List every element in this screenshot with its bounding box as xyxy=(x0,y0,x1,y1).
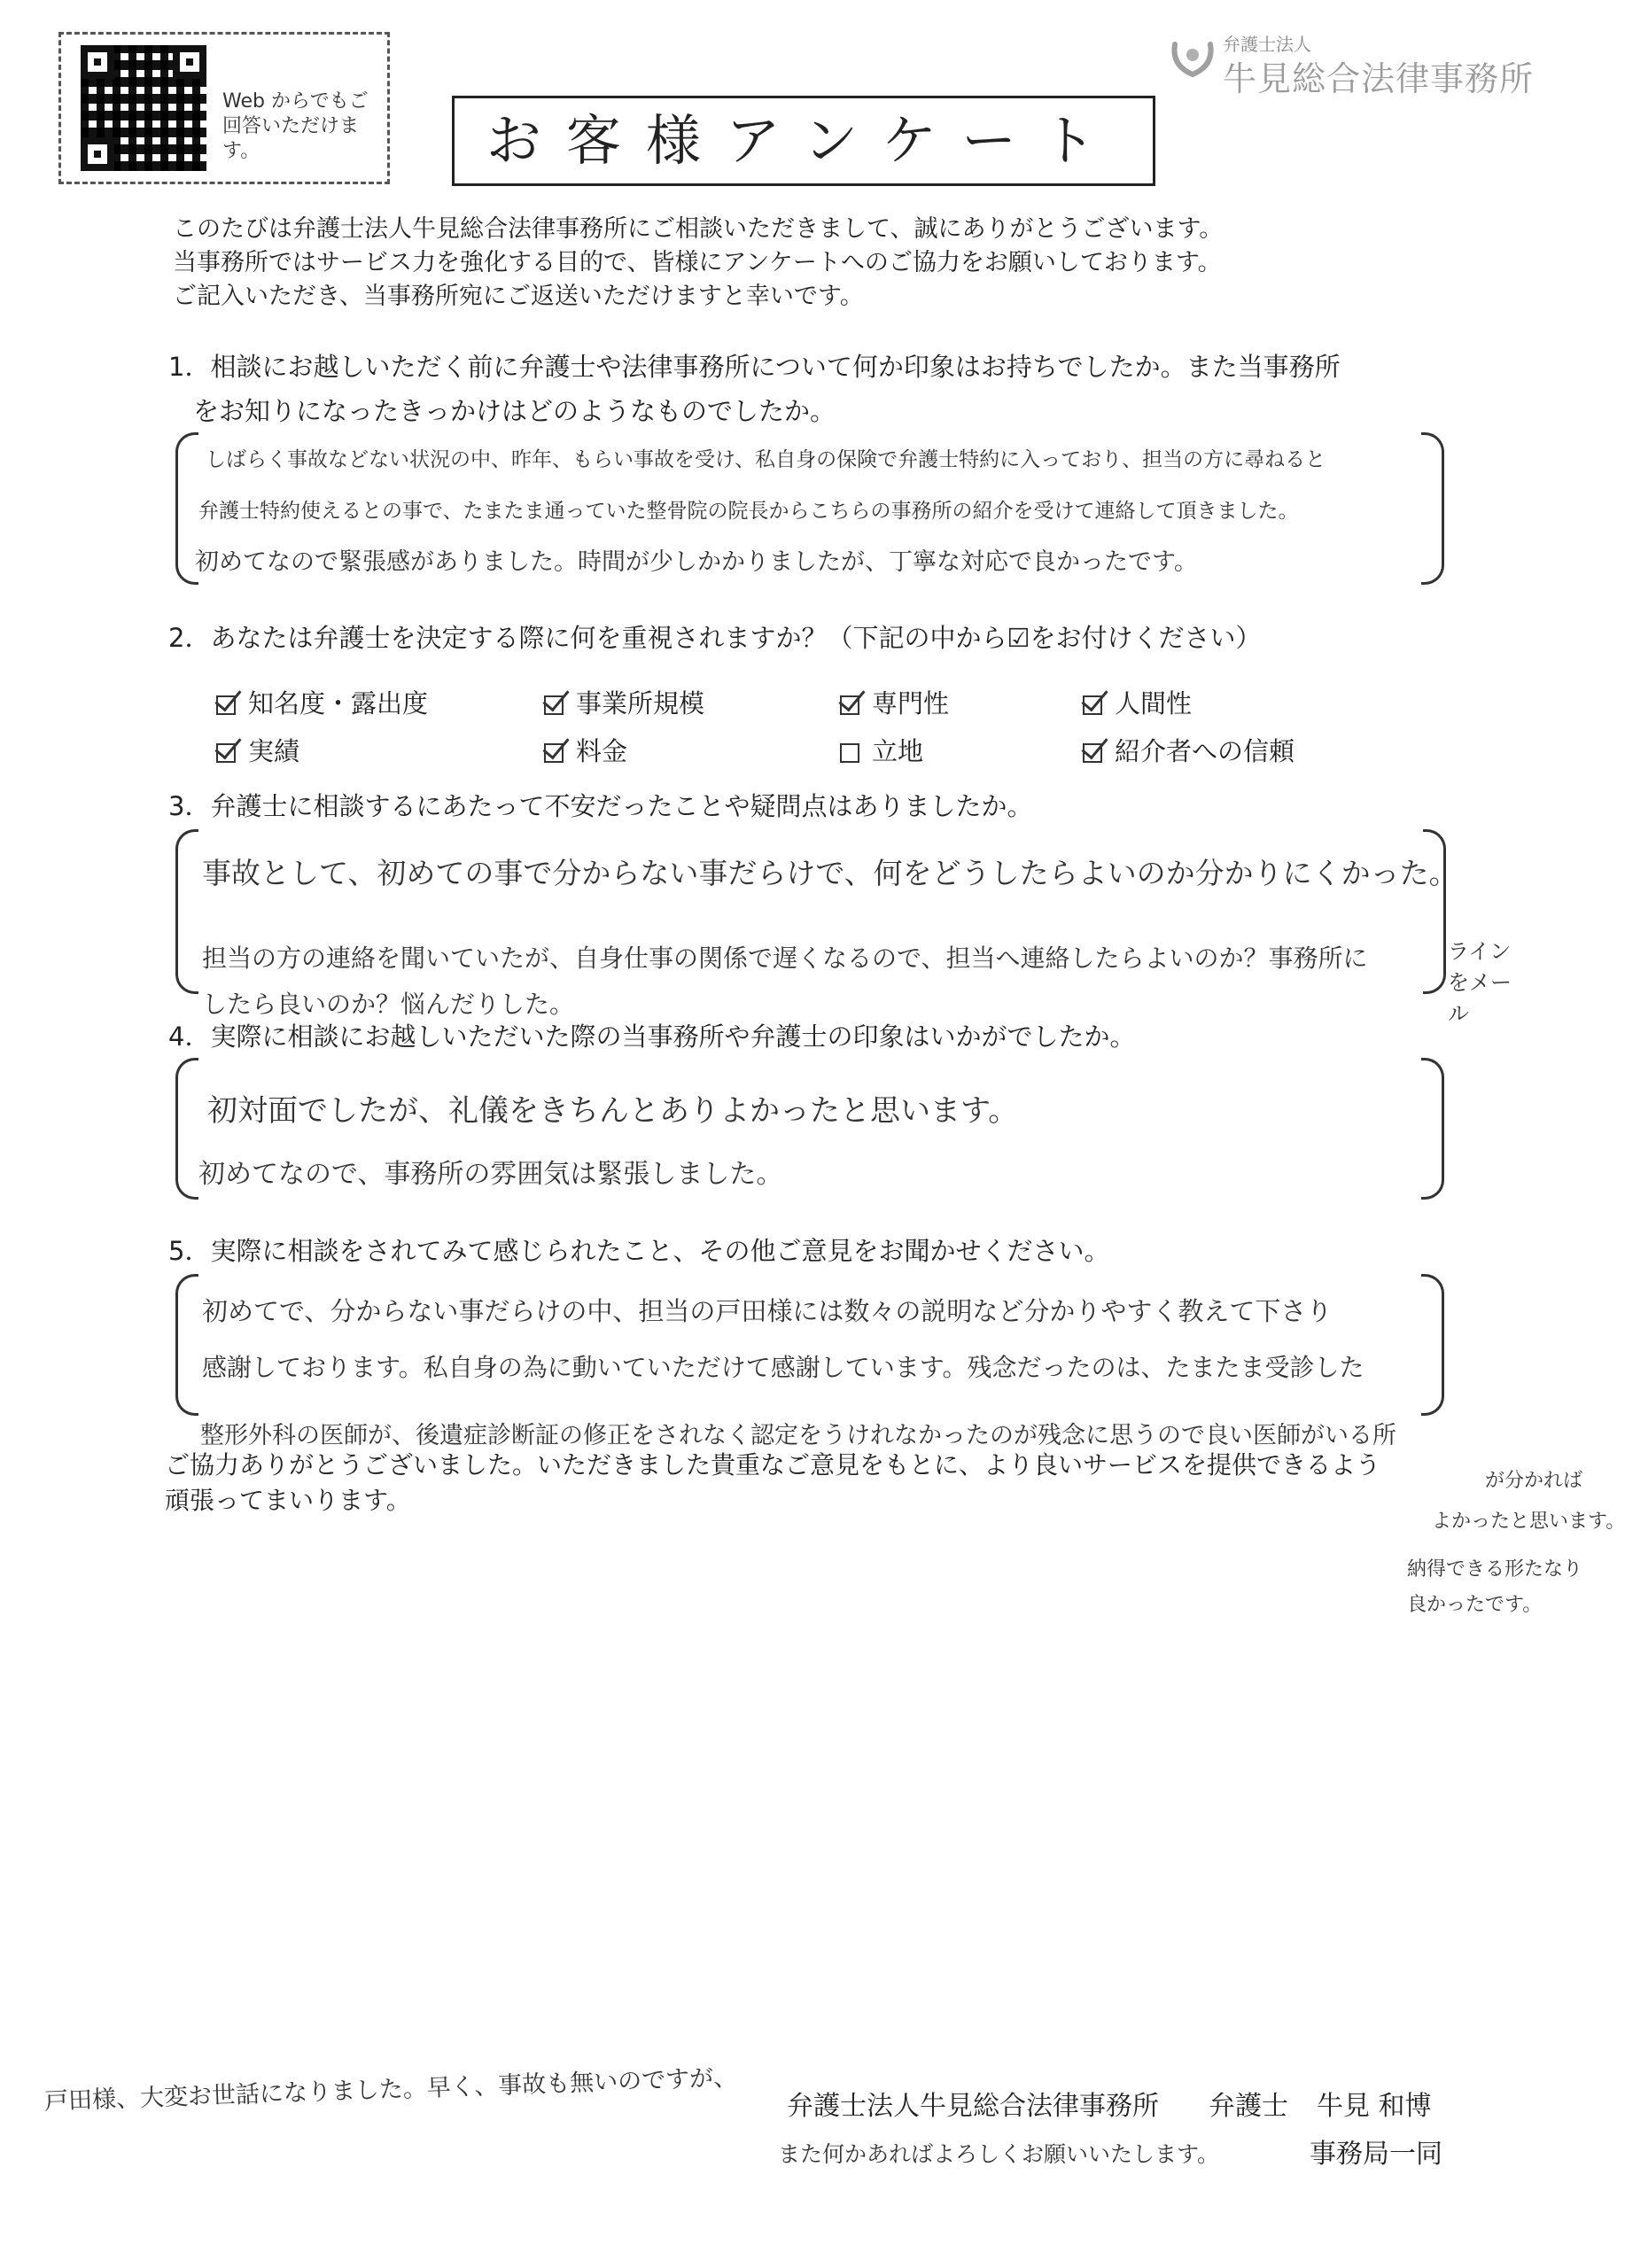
answer-3-line: 事故として、初めての事で分からない事だらけで、何をどうしたらよいのか分かりにくかった。 xyxy=(202,856,1458,890)
question-2: 2．あなたは弁護士を決定する際に何を重視されますか？（下記の中から☑をお付けください） xyxy=(168,623,1262,653)
answer-3-line: 担当の方の連絡を聞いていたが、自身仕事の関係で遅くなるので、担当へ連絡したらよいのか？事務所に xyxy=(202,944,1368,973)
answer-4-line: 初めてなので、事務所の雰囲気は緊張しました。 xyxy=(198,1159,783,1190)
answer-bracket-left xyxy=(175,1058,198,1200)
option-fees[interactable]: 料金 xyxy=(544,732,627,768)
q5-margin-note: が分かれば xyxy=(1485,1470,1583,1492)
answer-1-line: 初めてなので緊張感がありました。時間が少しかかりましたが、丁寧な対応で良かったです。 xyxy=(195,548,1198,576)
checkbox-checked-icon[interactable] xyxy=(544,695,564,715)
closing-text xyxy=(165,1448,1380,1518)
question-1-line-2: をお知りになったきっかけはどのようなものでしたか。 xyxy=(193,396,836,426)
footer-role: 弁護士 xyxy=(1209,2091,1288,2122)
checkbox-checked-icon[interactable] xyxy=(216,695,236,715)
checkbox-checked-icon[interactable] xyxy=(1083,695,1102,715)
checkbox-unchecked-icon[interactable] xyxy=(840,743,859,763)
logo-firm-type: 弁護士法人 xyxy=(1223,34,1311,55)
option-expertise[interactable]: 専門性 xyxy=(840,684,949,720)
ox-horn-logo-icon xyxy=(1168,35,1217,85)
question-5: 5．実際に相談をされてみて感じられたこと、その他ご意見をお聞かせください。 xyxy=(168,1236,1110,1266)
q5-margin-note: 納得できる形たなり良かったです。 xyxy=(1407,1558,1583,1616)
option-name-recognition[interactable]: 知名度・露出度 xyxy=(216,684,428,720)
answer-1-line: しばらく事故などない状況の中、昨年、もらい事故を受け、私自身の保険で弁護士特約に入っており、担当の方に尋ねると xyxy=(206,448,1326,471)
question-3: 3．弁護士に相談するにあたって不安だったことや疑問点はありましたか。 xyxy=(168,791,1033,821)
option-track-record[interactable]: 実績 xyxy=(216,732,299,768)
answer-bracket-right xyxy=(1421,1274,1444,1416)
checkbox-checked-icon[interactable] xyxy=(1083,743,1102,763)
closing-line: ご協力ありがとうございました。いただきました貴重なご意見をもとに、より良いサービスを提供できるよう xyxy=(165,1450,1381,1480)
qr-code-icon xyxy=(81,45,206,171)
closing-line: 頑張ってまいります。 xyxy=(165,1486,411,1515)
answer-1-line: 弁護士特約使えるとの事で、たまたま通っていた整骨院の院長からこちらの事務所の紹介を受けて連絡して頂きました。 xyxy=(198,500,1299,523)
q3-margin-note: ラインをメール xyxy=(1448,939,1512,1026)
page-title: お客様アンケート xyxy=(452,96,1155,186)
question-4: 4．実際に相談にお越しいただいた際の当事務所や弁護士の印象はいかがでしたか。 xyxy=(168,1021,1136,1052)
intro-line: 当事務所ではサービス力を強化する目的で、皆様にアンケートへのご協力をお願いしております。 xyxy=(173,249,1222,276)
option-office-size[interactable]: 事業所規模 xyxy=(544,684,704,720)
option-location[interactable]: 立地 xyxy=(840,732,923,768)
checkbox-checked-icon[interactable] xyxy=(544,743,564,763)
answer-bracket-left xyxy=(175,829,198,994)
answer-bracket-right xyxy=(1421,1058,1444,1200)
footer-handwritten-line: また何かあればよろしくお願いいたします。 xyxy=(778,2141,1220,2167)
checkbox-checked-icon[interactable] xyxy=(840,695,859,715)
question-1-line-1: 1．相談にお越しいただく前に弁護士や法律事務所について何か印象はお持ちでしたか。また当事務所 xyxy=(168,352,1341,382)
intro-line: このたびは弁護士法人牛見総合法律事務所にご相談いただきまして、誠にありがとうございます。 xyxy=(173,215,1224,243)
logo-firm-name: 牛見総合法律事務所 xyxy=(1223,59,1535,98)
answer-5-line: 初めてで、分からない事だらけの中、担当の戸田様には数々の説明など分かりやすく教えて下さり xyxy=(202,1296,1333,1326)
answer-5-line: 整形外科の医師が、後遺症診断証の修正をされなく認定をうけれなかったのが残念に思うので良い医師がいる所 xyxy=(200,1422,1396,1449)
option-referrer-trust[interactable]: 紹介者への信頼 xyxy=(1083,732,1295,768)
answer-bracket-left xyxy=(175,1274,198,1416)
answer-4-line: 初対面でしたが、礼儀をきちんとありよかったと思います。 xyxy=(207,1093,1019,1129)
qr-code-box xyxy=(58,32,390,184)
intro-text xyxy=(173,213,1223,314)
answer-3-line: したら良いのか？悩んだりした。 xyxy=(202,990,575,1019)
option-personality[interactable]: 人間性 xyxy=(1083,684,1192,720)
footer-lawyer-name: 牛見 和博 xyxy=(1317,2091,1432,2122)
checkbox-checked-icon[interactable] xyxy=(216,743,236,763)
q5-margin-note: よかったと思います。 xyxy=(1432,1511,1625,1533)
intro-line: ご記入いただき、当事務所宛にご返送いただけますと幸いです。 xyxy=(173,283,864,310)
qr-caption: Web からでもご回答いただけます。 xyxy=(222,90,369,162)
footer-office-staff: 事務局一同 xyxy=(1310,2139,1442,2170)
footer-firm-name: 弁護士法人牛見総合法律事務所 xyxy=(787,2091,1159,2122)
answer-5-line: 感謝しております。私自身の為に動いていただけて感謝しています。残念だったのは、たまたま受診した xyxy=(202,1353,1365,1382)
footer-handwritten-line: 戸田様、大変お世話になりました。早く、事故も無いのですが、 xyxy=(43,2063,738,2116)
answer-bracket-right xyxy=(1421,432,1444,585)
